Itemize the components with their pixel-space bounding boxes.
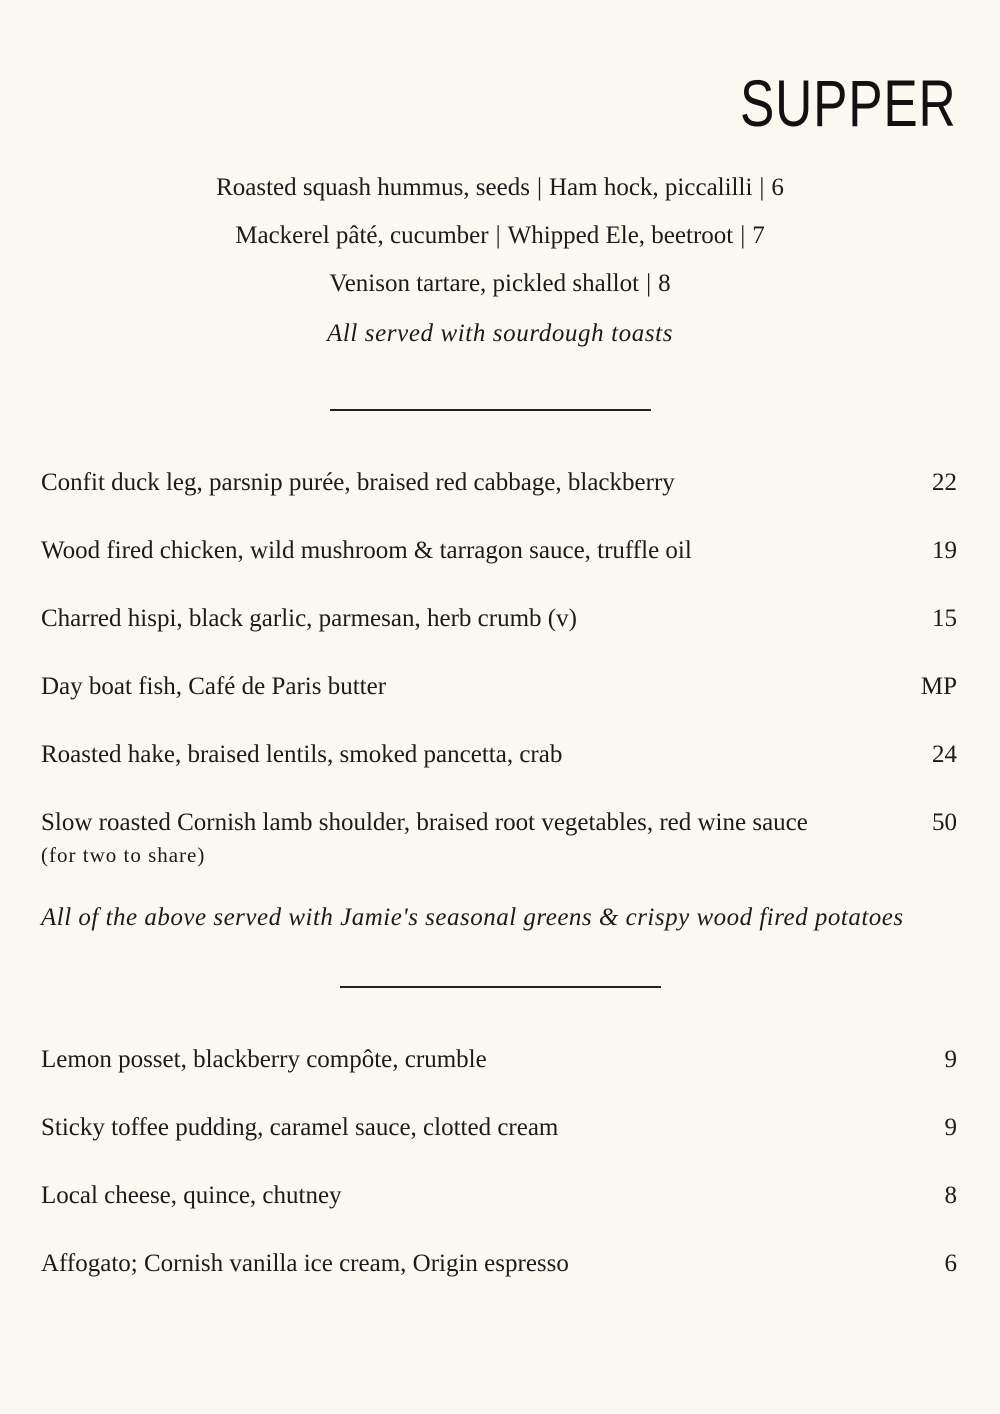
- dessert-name: Affogato; Cornish vanilla ice cream, Origin espresso: [41, 1250, 569, 1277]
- separator: |: [495, 222, 501, 249]
- dish-name: Charred hispi, black garlic, parmesan, herb crumb (v): [41, 605, 577, 632]
- dish-name: Wood fired chicken, wild mushroom & tarragon sauce, truffle oil: [41, 537, 692, 564]
- small-plate-price: 6: [771, 174, 784, 201]
- dish-price: 24: [932, 741, 957, 768]
- dish-price: 22: [932, 469, 957, 496]
- dessert-row: [41, 1045, 957, 1075]
- dish-name-block: [41, 808, 808, 872]
- main-dish-row: [41, 604, 957, 634]
- dish-name: Day boat fish, Café de Paris butter: [41, 673, 387, 700]
- main-dish-row: [41, 536, 957, 566]
- dessert-name: Sticky toffee pudding, caramel sauce, clotted cream: [41, 1114, 559, 1141]
- small-plates-section: [0, 168, 1000, 354]
- small-plate-item: Ham hock, piccalilli: [548, 174, 753, 201]
- small-plate-price: 8: [658, 270, 671, 297]
- main-dish-row: [41, 672, 957, 702]
- dessert-price: 6: [944, 1250, 957, 1277]
- small-plates-line: [0, 216, 1000, 264]
- small-plate-item: Venison tartare, pickled shallot: [329, 270, 640, 297]
- dish-price: 19: [932, 537, 957, 564]
- small-plate-price: 7: [752, 222, 765, 249]
- dessert-row: [41, 1249, 957, 1279]
- small-plates-line: [0, 264, 1000, 312]
- separator: |: [759, 174, 765, 201]
- menu-title: SUPPER: [739, 66, 956, 140]
- separator: |: [536, 174, 542, 201]
- dish-price: MP: [920, 673, 957, 700]
- small-plate-item: Whipped Ele, beetroot: [507, 222, 734, 249]
- dessert-name: Local cheese, quince, chutney: [41, 1182, 342, 1209]
- dessert-price: 8: [944, 1182, 957, 1209]
- main-dish-row: [41, 468, 957, 498]
- main-dish-row: [41, 808, 957, 872]
- separator: |: [740, 222, 746, 249]
- small-plate-item: Mackerel pâté, cucumber: [235, 222, 489, 249]
- section-divider: [330, 409, 651, 411]
- small-plates-note: All served with sourdough toasts: [326, 320, 674, 347]
- dish-name: Roasted hake, braised lentils, smoked pancetta, crab: [41, 741, 563, 768]
- dessert-row: [41, 1181, 957, 1211]
- dish-name: Slow roasted Cornish lamb shoulder, braised root vegetables, red wine sauce: [41, 809, 808, 836]
- small-plates-line: [0, 168, 1000, 216]
- dessert-price: 9: [944, 1114, 957, 1141]
- dish-note: (for two to share): [41, 843, 206, 867]
- main-dish-row: [41, 740, 957, 770]
- dish-name: Confit duck leg, parsnip purée, braised red cabbage, blackberry: [41, 469, 675, 496]
- separator: |: [646, 270, 652, 297]
- dessert-name: Lemon posset, blackberry compôte, crumble: [41, 1046, 487, 1073]
- dish-price: 15: [932, 605, 957, 632]
- dessert-price: 9: [944, 1046, 957, 1073]
- mains-note: All of the above served with Jamie's seasonal greens & crispy wood fired potatoes: [41, 904, 904, 931]
- small-plate-item: Roasted squash hummus, seeds: [216, 174, 530, 201]
- dessert-row: [41, 1113, 957, 1143]
- section-divider: [340, 986, 661, 988]
- dish-price: 50: [932, 809, 957, 836]
